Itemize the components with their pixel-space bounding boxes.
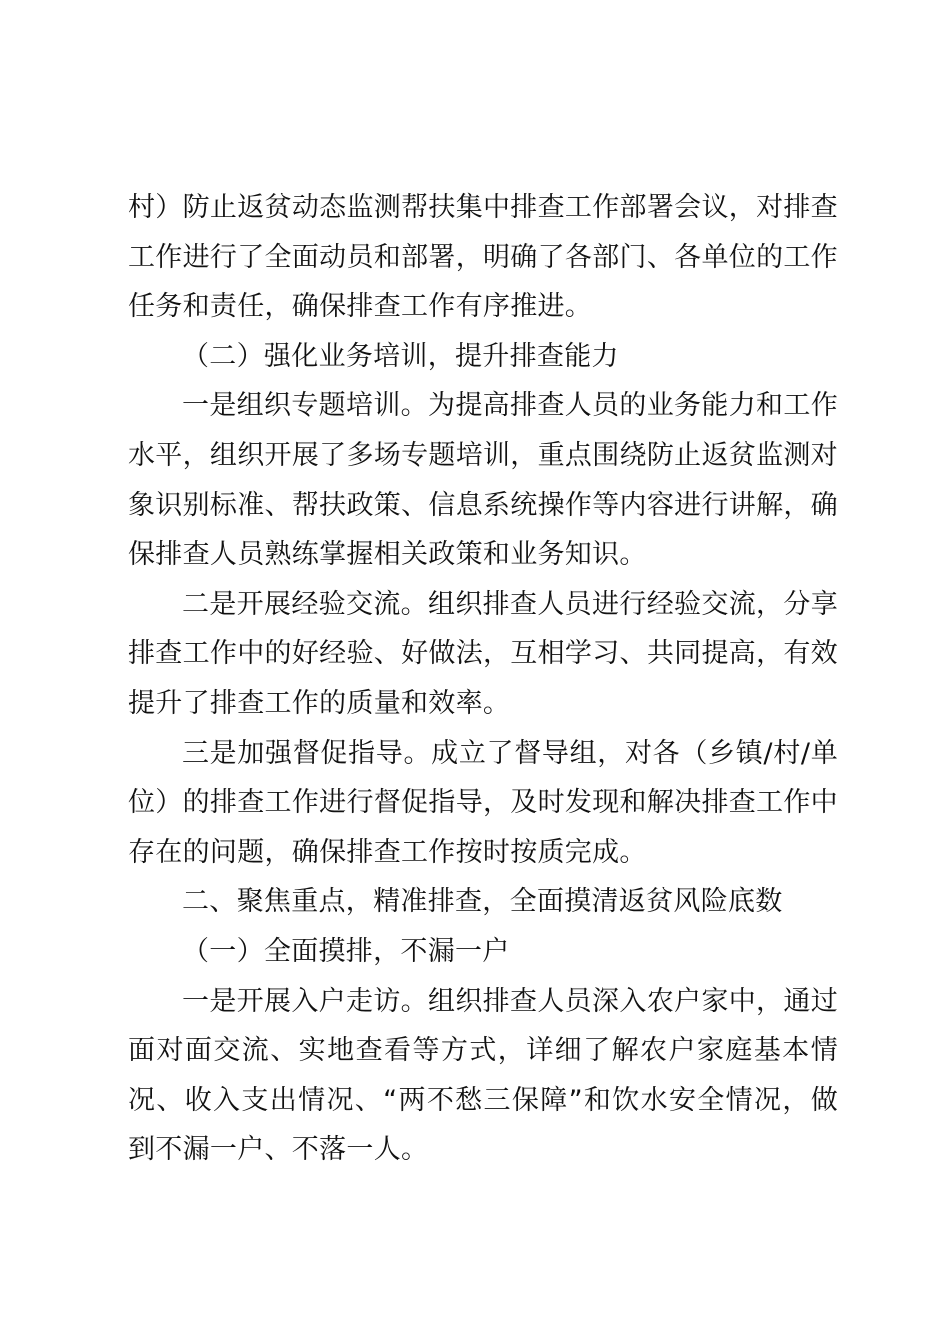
paragraph-meeting-continuation: 村）防止返贫动态监测帮扶集中排查工作部署会议，对排查工作进行了全面动员和部署，明确了各部门、各单位的工作任务和责任，确保排查工作有序推进。 bbox=[128, 192, 838, 323]
paragraph-household-visits: 一是开展入户走访。组织排查人员深入农户家中，通过面对面交流、实地查看等方式，详细了解农户家庭基本情况、收入支出情况、“两不愁三保障”和饮水安全情况，做到不漏一户、不落一人。 bbox=[128, 985, 838, 1166]
paragraph-special-training: 一是组织专题培训。为提高排查人员的业务能力和工作水平，组织开展了多场专题培训，重点围绕防止返贫监测对象识别标准、帮扶政策、信息系统操作等内容进行讲解，确保排查人员熟练掌握相关政策和业务知识。 bbox=[128, 390, 838, 571]
heading-focus-key-points: 二、聚焦重点，精准排查，全面摸清返贫风险底数 bbox=[182, 886, 783, 918]
paragraph-experience-exchange: 二是开展经验交流。组织排查人员进行经验交流，分享排查工作中的好经验、好做法，互相学习、共同提高，有效提升了排查工作的质量和效率。 bbox=[128, 588, 838, 719]
document-body bbox=[128, 183, 838, 1175]
heading-strengthen-training: （二）强化业务培训，提升排查能力 bbox=[182, 340, 619, 372]
heading-comprehensive-survey: （一）全面摸排，不漏一户 bbox=[182, 935, 510, 967]
paragraph-supervision: 三是加强督促指导。成立了督导组，对各（乡镇/村/单位）的排查工作进行督促指导，及时发现和解决排查工作中存在的问题，确保排查工作按时按质完成。 bbox=[128, 737, 838, 868]
